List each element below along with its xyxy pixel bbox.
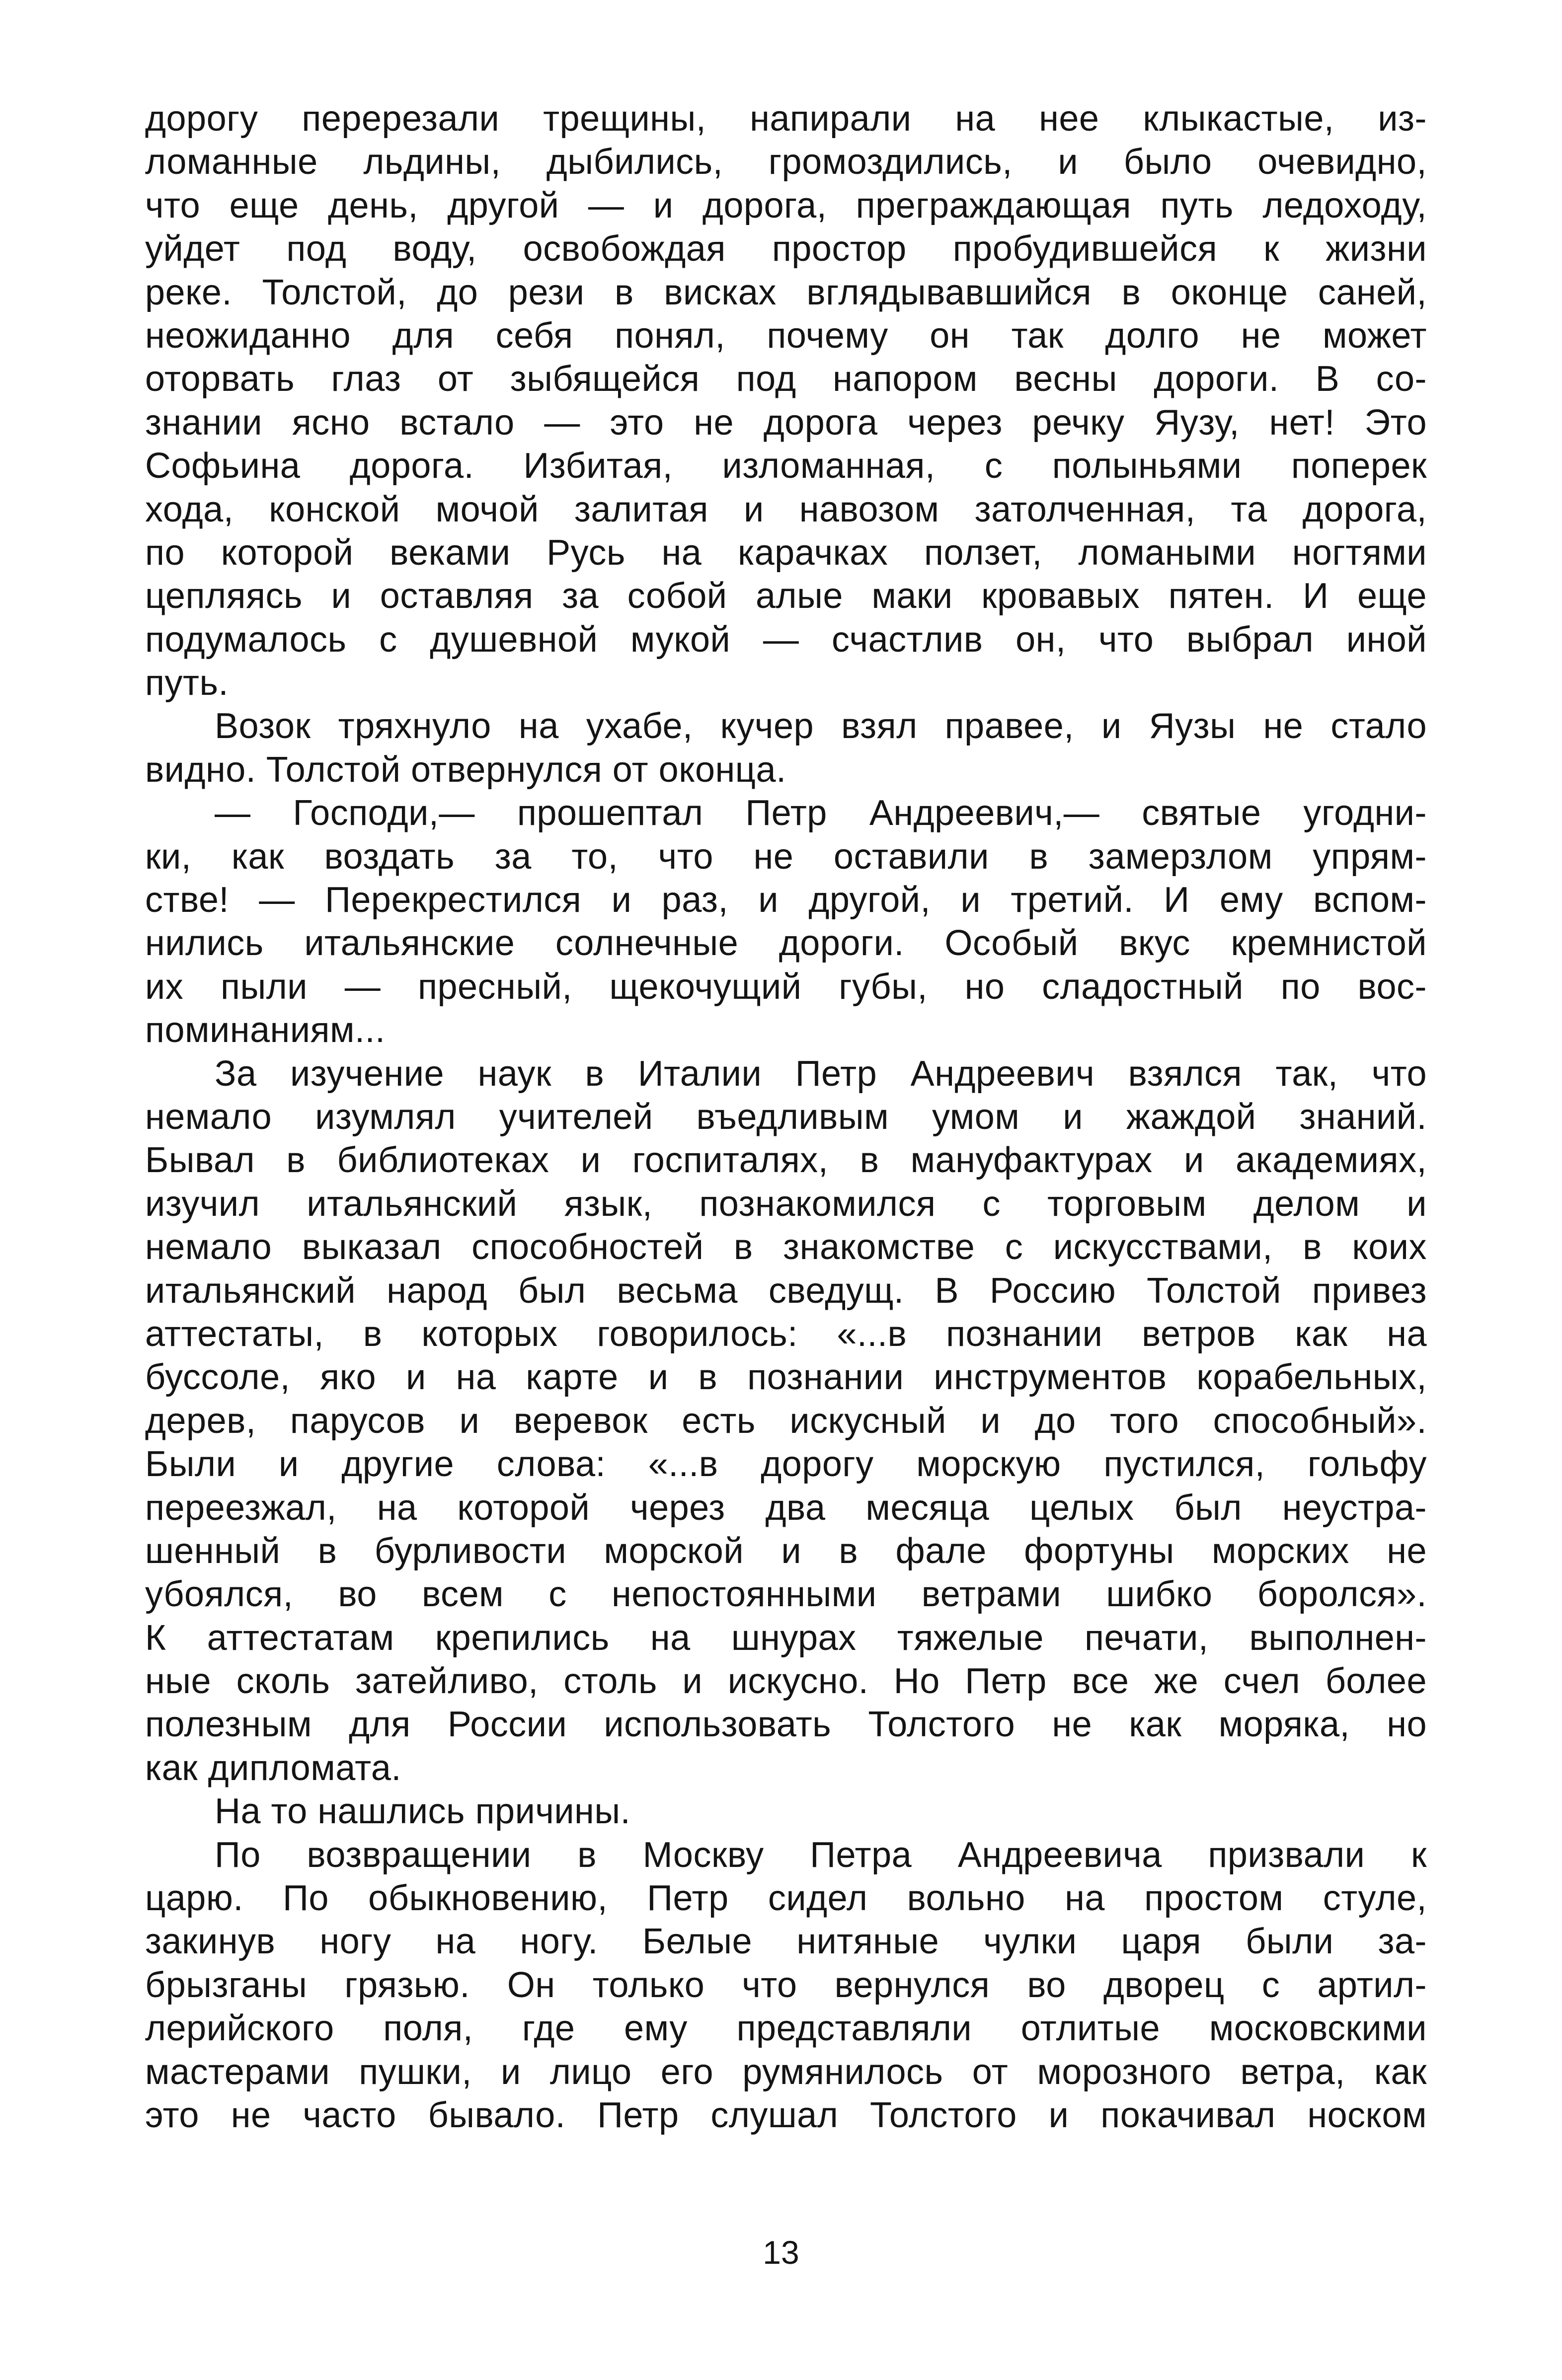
text-line: что еще день, другой — и дорога, преграждающая путь ледоходу, bbox=[145, 185, 1427, 225]
text-line: ломанные льдины, дыбились, громоздились, и было очевидно, bbox=[145, 142, 1427, 182]
text-line: брызганы грязью. Он только что вернулся во дворец с артил- bbox=[145, 1965, 1427, 2005]
text-line: дерев, парусов и веревок есть искусный и до того способный». bbox=[145, 1401, 1427, 1441]
text-line: хода, конской мочой залитая и навозом затолченная, та дорога, bbox=[145, 489, 1427, 529]
text-line: немало изумлял учителей въедливым умом и жаждой знаний. bbox=[145, 1097, 1427, 1137]
text-line: оторвать глаз от зыбящейся под напором весны дороги. В со- bbox=[145, 359, 1427, 399]
text-line: Были и другие слова: «...в дорогу морскую пустился, гольфу bbox=[145, 1444, 1427, 1485]
text-line: — Господи,— прошептал Петр Андреевич,— святые угодни- bbox=[215, 793, 1427, 833]
text-line: буссоле, яко и на карте и в познании инструментов корабельных, bbox=[145, 1357, 1427, 1398]
text-line: мастерами пушки, и лицо его румянилось от морозного ветра, как bbox=[145, 2052, 1427, 2092]
text-line: стве! — Перекрестился и раз, и другой, и третий. И ему вспом- bbox=[145, 880, 1427, 920]
text-line: это не часто бывало. Петр слушал Толстого и покачивал носком bbox=[145, 2095, 1427, 2135]
text-line: ные сколь затейливо, столь и искусно. Но Петр все же счел более bbox=[145, 1661, 1427, 1702]
text-line: Бывал в библиотеках и госпиталях, в мануфактурах и академиях, bbox=[145, 1140, 1427, 1181]
text-line: по которой веками Русь на карачках ползет, ломаными ногтями bbox=[145, 532, 1427, 573]
page-number: 13 bbox=[763, 2234, 799, 2271]
text-line: изучил итальянский язык, познакомился с торговым делом и bbox=[145, 1184, 1427, 1224]
text-line: поминаниям... bbox=[145, 1010, 386, 1050]
text-line: аттестаты, в которых говорилось: «...в познании ветров как на bbox=[145, 1314, 1427, 1354]
text-line: переезжал, на которой через два месяца целых был неустра- bbox=[145, 1488, 1427, 1528]
text-line: подумалось с душевной мукой — счастлив он, что выбрал иной bbox=[145, 619, 1427, 660]
text-line: как дипломата. bbox=[145, 1748, 401, 1788]
text-line: шенный в бурливости морской и в фале фортуны морских не bbox=[145, 1531, 1427, 1571]
text-line: По возвращении в Москву Петра Андреевича призвали к bbox=[215, 1835, 1427, 1875]
text-line: знании ясно встало — это не дорога через речку Яузу, нет! Это bbox=[145, 402, 1427, 443]
text-line: цепляясь и оставляя за собой алые маки кровавых пятен. И еще bbox=[145, 576, 1427, 616]
text-line: неожиданно для себя понял, почему он так долго не может bbox=[145, 315, 1427, 356]
text-line: ки, как воздать за то, что не оставили в замерзлом упрям- bbox=[145, 836, 1427, 877]
text-line: За изучение наук в Италии Петр Андреевич взялся так, что bbox=[215, 1053, 1427, 1094]
text-line: К аттестатам крепились на шнурах тяжелые печати, выполнен- bbox=[145, 1618, 1427, 1658]
text-line: лерийского поля, где ему представляли отлитые московскими bbox=[145, 2008, 1427, 2049]
text-line: видно. Толстой отвернулся от оконца. bbox=[145, 749, 786, 790]
text-line: реке. Толстой, до рези в висках вглядывавшийся в оконце саней, bbox=[145, 272, 1427, 312]
text-line: полезным для России использовать Толстого не как моряка, но bbox=[145, 1705, 1427, 1745]
text-line: путь. bbox=[145, 663, 229, 703]
text-line: царю. По обыкновению, Петр сидел вольно на простом стуле, bbox=[145, 1878, 1427, 1919]
body-text bbox=[145, 97, 1427, 2137]
text-line: дорогу перерезали трещины, напирали на нее клыкастые, из- bbox=[145, 99, 1427, 139]
text-line: нились итальянские солнечные дороги. Особый вкус кремнистой bbox=[145, 923, 1427, 964]
text-line: немало выказал способностей в знакомстве с искусствами, в коих bbox=[145, 1227, 1427, 1267]
text-line: их пыли — пресный, щекочущий губы, но сладостный по вос- bbox=[145, 967, 1427, 1007]
text-line: закинув ногу на ногу. Белые нитяные чулки царя были за- bbox=[145, 1922, 1427, 1962]
text-line: Возок тряхнуло на ухабе, кучер взял правее, и Яузы не стало bbox=[215, 706, 1427, 746]
text-line: На то нашлись причины. bbox=[215, 1791, 631, 1832]
text-line: Софьина дорога. Избитая, изломанная, с полыньями поперек bbox=[145, 446, 1427, 486]
text-line: убоялся, во всем с непостоянными ветрами шибко боролся». bbox=[145, 1574, 1427, 1615]
text-line: итальянский народ был весьма сведущ. В Россию Толстой привез bbox=[145, 1270, 1427, 1311]
text-line: уйдет под воду, освобождая простор пробудившейся к жизни bbox=[145, 229, 1427, 269]
